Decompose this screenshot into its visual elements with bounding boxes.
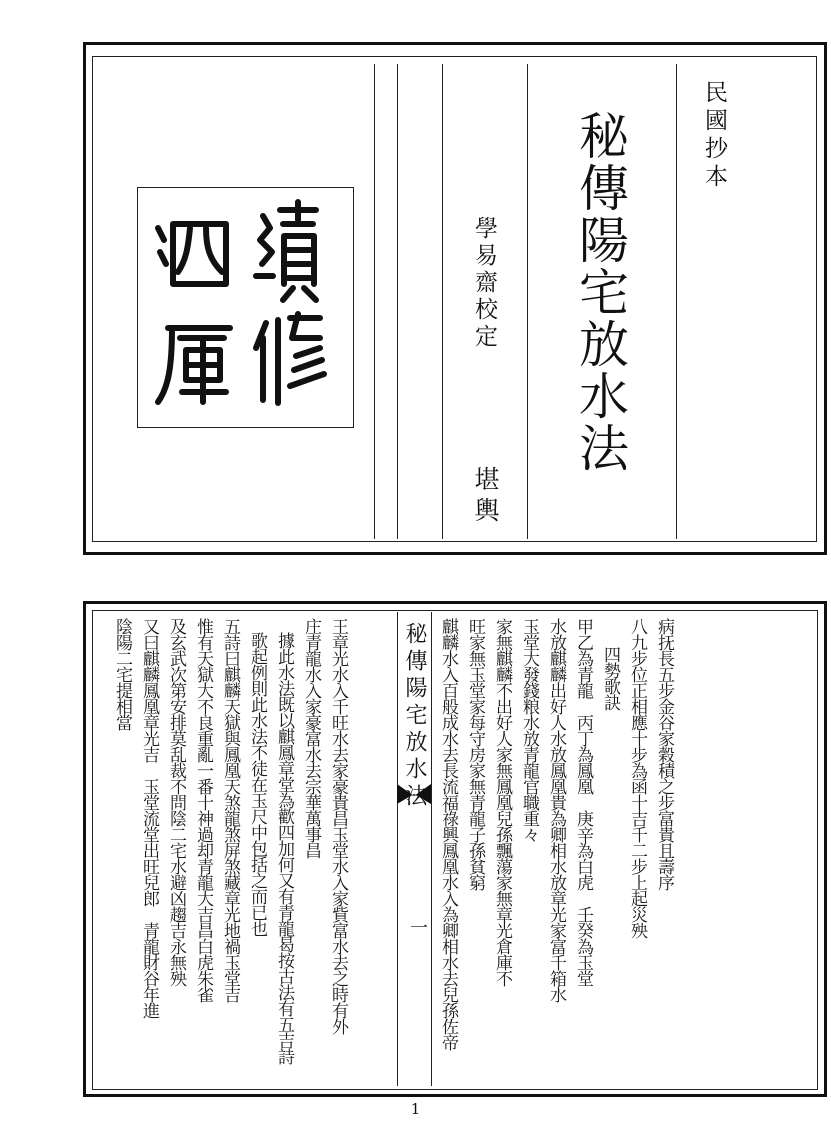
text-line: 庄青龍水入家豪富水去宗華萬事昌 — [301, 618, 321, 858]
text-line: 四勢歌訣 — [600, 646, 620, 710]
cover-divider-3 — [442, 64, 443, 539]
text-line: 家無麒麟不出好人家無鳳凰兒孫飄蕩家無章光倉庫不 — [492, 618, 512, 986]
banner-right-rule — [431, 612, 432, 1086]
cover-main-title: 秘傳陽宅放水法 — [571, 110, 629, 474]
text-line: 及玄武次第安排莫乱裁不問陰二宅水避凶趨吉永無殃 — [166, 618, 186, 986]
cover-divider-5 — [676, 64, 677, 539]
seal-stamp — [137, 187, 354, 428]
text-line: 八九步位正相應十步為函十吉千二步上起災殃 — [627, 618, 647, 938]
text-line: 據此水法既以麒鳳章堂為歡四加何又有青龍曷按古法有五吉詩 — [274, 632, 294, 1064]
cover-edition-note: 民國抄本 — [701, 80, 727, 192]
text-line: 麒麟水入百般成水去長流福祿興鳳凰水入為卿相水去兒孫佐帝 — [438, 618, 458, 1050]
page-number: 1 — [410, 1100, 421, 1118]
banner-title: 秘傳陽宅放水法 — [402, 622, 427, 811]
text-line: 玉堂大發錢粮水放青龍官職重々 — [519, 618, 539, 842]
text-line: 水放麒麟出好人水放鳳凰貴為卿相水放章光家富千箱水 — [546, 618, 566, 1002]
text-line: 又曰麒麟鳳凰章光吉 玉堂流堂出旺兒郎 青龍財谷年進 — [139, 618, 159, 1018]
text-line: 惟有天獄大不良重亂一番十神過却青龍大吉昌白虎朱雀 — [193, 618, 213, 1002]
text-line: 王章光水入千旺水去家豪貴昌玉堂水入家貲富水去之時有外 — [328, 618, 348, 1034]
text-line: 旺家無玉堂家每守房家無青龍子孫貧窮 — [465, 618, 485, 890]
cover-divider-1 — [374, 64, 375, 539]
fish-tail-mark — [397, 782, 431, 810]
text-line: 陰陽二宅提相當 — [112, 618, 132, 730]
text-line: 五詩曰麒麟天獄與鳳凰天煞龍煞屏煞藏章光地禍玉堂吉 — [220, 618, 240, 1002]
leaf-number: 一 — [407, 918, 428, 936]
cover-category: 堪輿 — [471, 466, 500, 528]
text-line: 歌起例則此水法不徒在玉尺中包括之而已也 — [247, 632, 267, 936]
cover-divider-2 — [397, 64, 398, 539]
banner-left-rule — [397, 612, 398, 1086]
manuscript-left-text — [108, 618, 351, 1088]
manuscript-right-text — [434, 618, 677, 1088]
cover-divider-4 — [527, 64, 528, 539]
cover-editor-credit: 學易齋校定 — [471, 216, 497, 351]
text-line: 甲乙為青龍 丙丁為鳳凰 庚辛為白虎 壬癸為玉堂 — [573, 618, 593, 986]
text-line: 病抚長五步金谷家穀積之步富貴且壽序 — [654, 618, 674, 890]
seal-script-glyphs — [138, 188, 353, 427]
